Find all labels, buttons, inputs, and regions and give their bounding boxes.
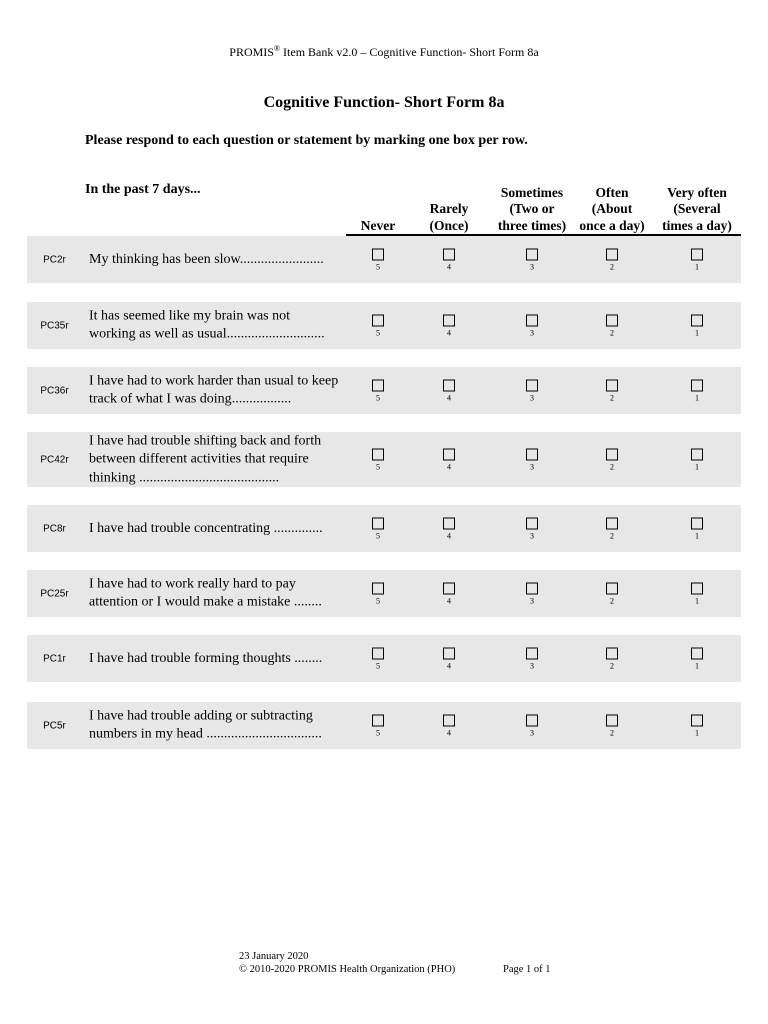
checkbox[interactable] xyxy=(526,582,538,594)
response-option[interactable] xyxy=(368,448,388,471)
checkbox[interactable] xyxy=(443,314,455,326)
option-value: 5 xyxy=(376,531,380,540)
table-row xyxy=(27,702,741,749)
item-code: PC36r xyxy=(40,385,69,396)
question-text xyxy=(89,519,339,538)
leader-dots: ........ xyxy=(290,594,322,610)
checkbox[interactable] xyxy=(691,314,703,326)
item-code: PC25r xyxy=(40,588,69,599)
option-value: 2 xyxy=(610,262,614,271)
option-value: 1 xyxy=(695,661,699,670)
checkbox[interactable] xyxy=(372,647,384,659)
table-row xyxy=(27,505,741,552)
checkbox[interactable] xyxy=(691,582,703,594)
option-value: 5 xyxy=(376,728,380,737)
option-value: 1 xyxy=(695,328,699,337)
option-value: 3 xyxy=(530,462,534,471)
header-rest: Item Bank v2.0 – Cognitive Function- Short Form 8a xyxy=(280,45,539,59)
option-value: 4 xyxy=(447,661,451,670)
table-row xyxy=(27,367,741,414)
checkbox[interactable] xyxy=(606,314,618,326)
column-header-line: once a day) xyxy=(579,217,645,233)
option-value: 5 xyxy=(376,393,380,402)
item-code: PC8r xyxy=(43,523,66,534)
question-label: My thinking has been slow xyxy=(89,251,240,267)
checkbox[interactable] xyxy=(443,647,455,659)
option-value: 2 xyxy=(610,596,614,605)
checkbox[interactable] xyxy=(606,248,618,260)
checkbox[interactable] xyxy=(443,448,455,460)
checkbox[interactable] xyxy=(443,517,455,529)
response-option[interactable] xyxy=(687,314,707,337)
checkbox[interactable] xyxy=(691,714,703,726)
item-code: PC35r xyxy=(40,320,69,331)
checkbox[interactable] xyxy=(526,714,538,726)
checkbox[interactable] xyxy=(526,379,538,391)
question-label: I have had to work really hard to pay attention or I would make a mistake xyxy=(89,576,296,610)
checkbox[interactable] xyxy=(691,517,703,529)
response-option[interactable] xyxy=(368,517,388,540)
response-option[interactable] xyxy=(368,314,388,337)
question-label: I have had trouble concentrating xyxy=(89,520,271,536)
column-header-line: (Several xyxy=(673,201,721,216)
table-row xyxy=(27,302,741,349)
leader-dots: ................. xyxy=(231,391,292,407)
option-value: 3 xyxy=(530,728,534,737)
column-header-line: (Two or xyxy=(509,201,555,216)
option-value: 2 xyxy=(610,393,614,402)
registered-mark: ® xyxy=(273,44,281,53)
option-value: 3 xyxy=(530,328,534,337)
option-value: 1 xyxy=(695,462,699,471)
response-option[interactable] xyxy=(602,582,622,605)
checkbox[interactable] xyxy=(691,379,703,391)
option-value: 3 xyxy=(530,596,534,605)
option-value: 1 xyxy=(695,728,699,737)
option-value: 3 xyxy=(530,262,534,271)
checkbox[interactable] xyxy=(606,647,618,659)
option-value: 4 xyxy=(447,262,451,271)
question-label: I have had to work harder than usual to keep track of what I was doing xyxy=(89,373,339,407)
column-header-line: Never xyxy=(360,217,396,233)
page-title: Cognitive Function- Short Form 8a xyxy=(263,94,505,111)
response-option[interactable] xyxy=(522,248,542,271)
column-header-line: Rarely xyxy=(429,201,469,216)
response-option[interactable] xyxy=(522,517,542,540)
response-option[interactable] xyxy=(687,448,707,471)
checkbox[interactable] xyxy=(526,248,538,260)
question-label: I have had trouble adding or subtracting numbers in my head xyxy=(89,708,313,742)
table-row xyxy=(27,570,741,617)
response-option[interactable] xyxy=(602,448,622,471)
question-text xyxy=(89,250,339,269)
response-option[interactable] xyxy=(368,714,388,737)
option-value: 3 xyxy=(530,531,534,540)
option-value: 1 xyxy=(695,393,699,402)
question-text xyxy=(89,707,339,744)
column-header-0 xyxy=(361,218,395,235)
response-option[interactable] xyxy=(602,248,622,271)
column-header-line: Very often xyxy=(667,184,727,200)
option-value: 4 xyxy=(447,728,451,737)
question-text xyxy=(89,432,339,488)
option-value: 4 xyxy=(447,531,451,540)
question-label: I have had trouble forming thoughts xyxy=(89,650,291,666)
column-header-3 xyxy=(579,185,644,235)
checkbox[interactable] xyxy=(372,314,384,326)
response-option[interactable] xyxy=(687,582,707,605)
checkbox[interactable] xyxy=(372,448,384,460)
response-option[interactable] xyxy=(439,248,459,271)
footer-page-number: Page 1 of 1 xyxy=(503,964,551,975)
leader-dots: .............. xyxy=(270,520,323,536)
response-option[interactable] xyxy=(439,517,459,540)
option-value: 2 xyxy=(610,462,614,471)
response-option[interactable] xyxy=(439,379,459,402)
option-value: 4 xyxy=(447,393,451,402)
checkbox[interactable] xyxy=(443,582,455,594)
checkbox[interactable] xyxy=(443,248,455,260)
leader-dots: ................................. xyxy=(202,726,322,742)
checkbox[interactable] xyxy=(526,314,538,326)
column-header-line: Often xyxy=(595,184,629,200)
response-option[interactable] xyxy=(602,517,622,540)
question-text xyxy=(89,575,339,612)
column-header-line: times a day) xyxy=(662,217,732,233)
checkbox[interactable] xyxy=(606,448,618,460)
option-value: 2 xyxy=(610,728,614,737)
question-label: I have had trouble shifting back and forth between different activities that require thinking xyxy=(89,432,322,485)
table-row xyxy=(27,236,741,283)
checkbox[interactable] xyxy=(372,582,384,594)
response-option[interactable] xyxy=(368,582,388,605)
option-value: 2 xyxy=(610,328,614,337)
response-option[interactable] xyxy=(439,647,459,670)
response-option[interactable] xyxy=(522,582,542,605)
response-option[interactable] xyxy=(687,714,707,737)
response-option[interactable] xyxy=(368,647,388,670)
checkbox[interactable] xyxy=(606,517,618,529)
item-code: PC42r xyxy=(40,454,69,465)
timeframe-label: In the past 7 days... xyxy=(85,182,201,197)
option-value: 5 xyxy=(376,596,380,605)
response-option[interactable] xyxy=(522,379,542,402)
response-option[interactable] xyxy=(368,248,388,271)
checkbox[interactable] xyxy=(372,248,384,260)
footer-copyright: © 2010-2020 PROMIS Health Organization (PHO) xyxy=(239,964,456,975)
response-option[interactable] xyxy=(687,647,707,670)
option-value: 5 xyxy=(376,462,380,471)
checkbox[interactable] xyxy=(606,582,618,594)
response-option[interactable] xyxy=(439,448,459,471)
question-label: It has seemed like my brain was not working as well as usual xyxy=(89,308,291,342)
response-option[interactable] xyxy=(602,714,622,737)
column-header-line: (Once) xyxy=(429,217,469,233)
option-value: 2 xyxy=(610,661,614,670)
checkbox[interactable] xyxy=(606,714,618,726)
item-code: PC5r xyxy=(43,720,66,731)
option-value: 4 xyxy=(447,596,451,605)
response-option[interactable] xyxy=(687,379,707,402)
option-value: 2 xyxy=(610,531,614,540)
checkbox[interactable] xyxy=(691,448,703,460)
option-value: 3 xyxy=(530,661,534,670)
response-option[interactable] xyxy=(602,314,622,337)
response-option[interactable] xyxy=(439,582,459,605)
item-code: PC1r xyxy=(43,653,66,664)
table-row xyxy=(27,432,741,487)
option-value: 3 xyxy=(530,393,534,402)
footer-date: 23 January 2020 xyxy=(239,951,309,962)
column-header-line: Sometimes xyxy=(500,184,564,200)
checkbox[interactable] xyxy=(372,379,384,391)
column-header-line: (About xyxy=(591,201,633,216)
question-text xyxy=(89,307,339,344)
question-text xyxy=(89,649,339,668)
table-row xyxy=(27,635,741,682)
checkbox[interactable] xyxy=(372,714,384,726)
response-option[interactable] xyxy=(602,647,622,670)
column-header-2 xyxy=(498,185,566,235)
checkbox[interactable] xyxy=(691,647,703,659)
option-value: 1 xyxy=(695,531,699,540)
checkbox[interactable] xyxy=(372,517,384,529)
response-option[interactable] xyxy=(687,248,707,271)
option-value: 4 xyxy=(447,462,451,471)
checkbox[interactable] xyxy=(526,647,538,659)
option-value: 1 xyxy=(695,262,699,271)
option-value: 4 xyxy=(447,328,451,337)
column-header-line: three times) xyxy=(497,217,567,233)
checkbox[interactable] xyxy=(526,448,538,460)
checkbox[interactable] xyxy=(443,379,455,391)
response-option[interactable] xyxy=(439,714,459,737)
response-option[interactable] xyxy=(522,647,542,670)
response-option[interactable] xyxy=(368,379,388,402)
instructions: Please respond to each question or statement by marking one box per row. xyxy=(85,133,528,148)
option-value: 1 xyxy=(695,596,699,605)
leader-dots: ........ xyxy=(290,650,323,666)
response-option[interactable] xyxy=(687,517,707,540)
response-option[interactable] xyxy=(522,314,542,337)
response-option[interactable] xyxy=(522,714,542,737)
checkbox[interactable] xyxy=(443,714,455,726)
leader-dots: ........................ xyxy=(239,251,324,267)
column-header-1 xyxy=(430,201,469,234)
running-header xyxy=(0,44,768,60)
leader-dots: ............................ xyxy=(226,326,325,342)
option-value: 5 xyxy=(376,328,380,337)
checkbox[interactable] xyxy=(606,379,618,391)
checkbox[interactable] xyxy=(526,517,538,529)
header-brand: PROMIS xyxy=(229,45,274,59)
option-value: 5 xyxy=(376,661,380,670)
option-value: 5 xyxy=(376,262,380,271)
item-code: PC2r xyxy=(43,254,66,265)
response-option[interactable] xyxy=(602,379,622,402)
response-option[interactable] xyxy=(439,314,459,337)
question-text xyxy=(89,372,339,409)
column-header-4 xyxy=(662,185,732,235)
checkbox[interactable] xyxy=(691,248,703,260)
response-option[interactable] xyxy=(522,448,542,471)
leader-dots: ........................................ xyxy=(135,469,280,485)
